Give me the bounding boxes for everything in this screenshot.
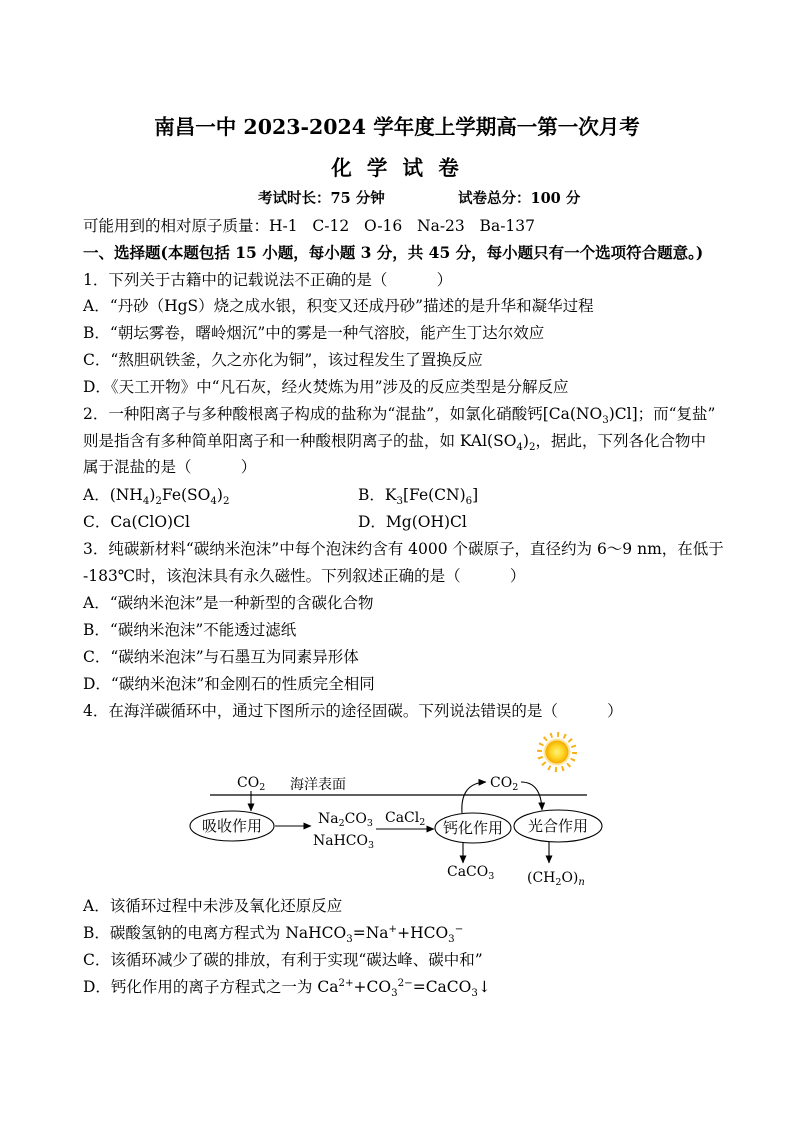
formula-subscript: 2 [222, 496, 230, 508]
formula-text: CO [344, 811, 367, 827]
ch2o-label [527, 870, 585, 888]
question-4-stem: 4．在海洋碳循环中，通过下图所示的途径固碳。下列说法错误的是（ ） [83, 702, 623, 720]
calcification-label: 钙化作用 [442, 819, 504, 837]
text-segment: A．(NH [83, 486, 143, 504]
question-3-option-c: C．“碳纳米泡沫”与石墨互为同素异形体 [83, 648, 359, 666]
question-2-option-a [83, 484, 229, 506]
formula-subscript: 2 [155, 496, 162, 508]
text-segment: ) [149, 486, 156, 504]
formula-text: CO [237, 775, 260, 791]
question-1-option-a: A．“丹砂（HgS）烧之成水银，积变又还成丹砂”描述的是升华和凝华过程 [83, 297, 594, 315]
exam-duration: 考试时长：75 分钟 [258, 190, 385, 207]
text-segment: 则是指含有多种简单阳离子和一种酸根阴离子的盐，如 KAl(SO [83, 432, 517, 450]
formula-text: (CH [527, 870, 556, 886]
photosynthesis-label: 光合作用 [527, 817, 589, 835]
question-1-option-c: C．“熬胆矾铁釜，久之亦化为铜”，该过程发生了置换反应 [83, 351, 483, 369]
text-segment: )Cl]；而“复盐” [608, 405, 716, 423]
formula-superscript: − [454, 923, 464, 935]
reagent-cacl2-label [385, 810, 425, 828]
subject-title: 化 学 试 卷 [331, 156, 463, 180]
question-3-stem-line-1: 3．纯碳新材料“碳纳米泡沫”中每个泡沫约含有 4000 个碳原子，直径约为 6～9 nm，在低于 [83, 540, 724, 558]
question-2-option-c: C．Ca(ClO)Cl [83, 513, 190, 531]
co2-cycle-label [490, 775, 518, 793]
formula-subscript: 2 [338, 818, 345, 829]
formula-subscript: n [578, 877, 585, 888]
formula-text: NaHCO [313, 833, 368, 849]
formula-subscript: 3 [488, 871, 495, 882]
question-2-stem-line-3: 属于混盐的是（ ） [83, 458, 257, 476]
formula-subscript: 2 [259, 782, 266, 793]
exam-total-score: 试卷总分：100 分 [458, 190, 581, 207]
product-nahco3-label [313, 833, 374, 851]
question-4-option-b [83, 922, 463, 944]
formula-subscript: 2 [528, 442, 536, 454]
formula-superscript: 2− [397, 977, 413, 989]
question-2-stem-line-2 [83, 430, 706, 452]
formula-subscript: 3 [602, 415, 609, 427]
text-segment: =Na [352, 924, 389, 942]
absorption-label: 吸收作用 [201, 817, 263, 835]
formula-subscript: 6 [465, 496, 473, 508]
question-2-stem-line-1 [83, 403, 715, 425]
text-segment: D．钙化作用的离子方程式之一为 Ca [83, 978, 339, 996]
formula-subscript: 2 [555, 877, 562, 888]
formula-subscript: 3 [366, 818, 373, 829]
text-segment: ) [216, 486, 223, 504]
formula-superscript: + [388, 923, 398, 935]
text-segment: ↓ [477, 978, 491, 996]
section-heading: 一、选择题(本题包括 15 小题，每小题 3 分，共 45 分，每小题只有一个选项符合题意。) [83, 243, 704, 262]
formula-subscript: 3 [396, 496, 403, 508]
text-segment: B．碳酸氢钠的电离方程式为 NaHCO [83, 924, 347, 942]
ocean-carbon-cycle-diagram [0, 725, 794, 895]
formula-text: CO [490, 775, 513, 791]
formula-subscript: 2 [512, 782, 519, 793]
text-segment: [Fe(CN) [403, 486, 466, 504]
question-3-stem-line-2: -183℃时，该泡沫具有永久磁性。下列叙述正确的是（ ） [83, 567, 526, 585]
formula-subscript: 4 [210, 496, 217, 508]
text-segment: +CO [353, 978, 392, 996]
question-1-stem: 1．下列关于古籍中的记载说法不正确的是（ ） [83, 271, 453, 289]
question-2-option-d: D．Mg(OH)Cl [358, 513, 467, 531]
product-na2co3-label [318, 811, 373, 829]
formula-text: O) [561, 870, 579, 886]
formula-subscript: 3 [368, 840, 375, 851]
formula-subscript: 4 [516, 442, 523, 454]
question-1-option-d: D．《天工开物》中“凡石灰，经火焚炼为用”涉及的反应类型是分解反应 [83, 378, 569, 396]
text-segment: 2．一种阳离子与多种酸根离子构成的盐称为“混盐”，如氯化硝酸钙[Ca(NO [83, 405, 603, 423]
co2-input-label [237, 775, 265, 793]
caco3-label [447, 864, 494, 882]
text-segment: +HCO [397, 924, 449, 942]
text-segment: ] [472, 486, 479, 504]
formula-subscript: 4 [142, 496, 150, 508]
calcification-to-co2-arrow [462, 782, 486, 813]
co2-to-photosynthesis-arrow [521, 782, 542, 810]
text-segment: B．K [358, 486, 397, 504]
text-segment: Fe(SO [161, 486, 211, 504]
question-3-option-a: A．“碳纳米泡沫”是一种新型的含碳化合物 [83, 594, 374, 612]
formula-subscript: 3 [346, 934, 353, 946]
formula-subscript: 3 [471, 988, 478, 1000]
formula-text: Na [318, 811, 339, 827]
formula-text: CaCl [385, 810, 420, 826]
sun-icon [540, 735, 575, 770]
question-3-option-d: D．“碳纳米泡沫”和金刚石的性质完全相同 [83, 675, 375, 693]
formula-superscript: 2+ [338, 977, 354, 989]
formula-text: CaCO [447, 864, 489, 880]
question-1-option-b: B．“朝坛雾卷，曙岭烟沉”中的雾是一种气溶胶，能产生丁达尔效应 [83, 324, 545, 342]
formula-subscript: 3 [448, 934, 455, 946]
text-segment: ) [522, 432, 529, 450]
question-4-option-c: C．该循环减少了碳的排放，有利于实现“碳达峰、碳中和” [83, 951, 483, 969]
formula-subscript: 2 [419, 817, 426, 828]
text-segment: ，据此，下列各化合物中 [535, 432, 707, 450]
exam-title: 南昌一中 2023-2024 学年度上学期高一第一次月考 [154, 115, 640, 139]
question-4-option-d [83, 976, 491, 998]
sea-surface-label: 海洋表面 [290, 777, 346, 793]
formula-subscript: 3 [391, 988, 398, 1000]
text-segment: =CaCO [412, 978, 472, 996]
question-3-option-b: B．“碳纳米泡沫”不能透过滤纸 [83, 621, 297, 639]
question-2-option-b [358, 484, 478, 506]
question-4-option-a: A．该循环过程中未涉及氧化还原反应 [83, 897, 343, 915]
atomic-masses: 可能用到的相对原子质量：H-1 C-12 O-16 Na-23 Ba-137 [83, 217, 536, 235]
